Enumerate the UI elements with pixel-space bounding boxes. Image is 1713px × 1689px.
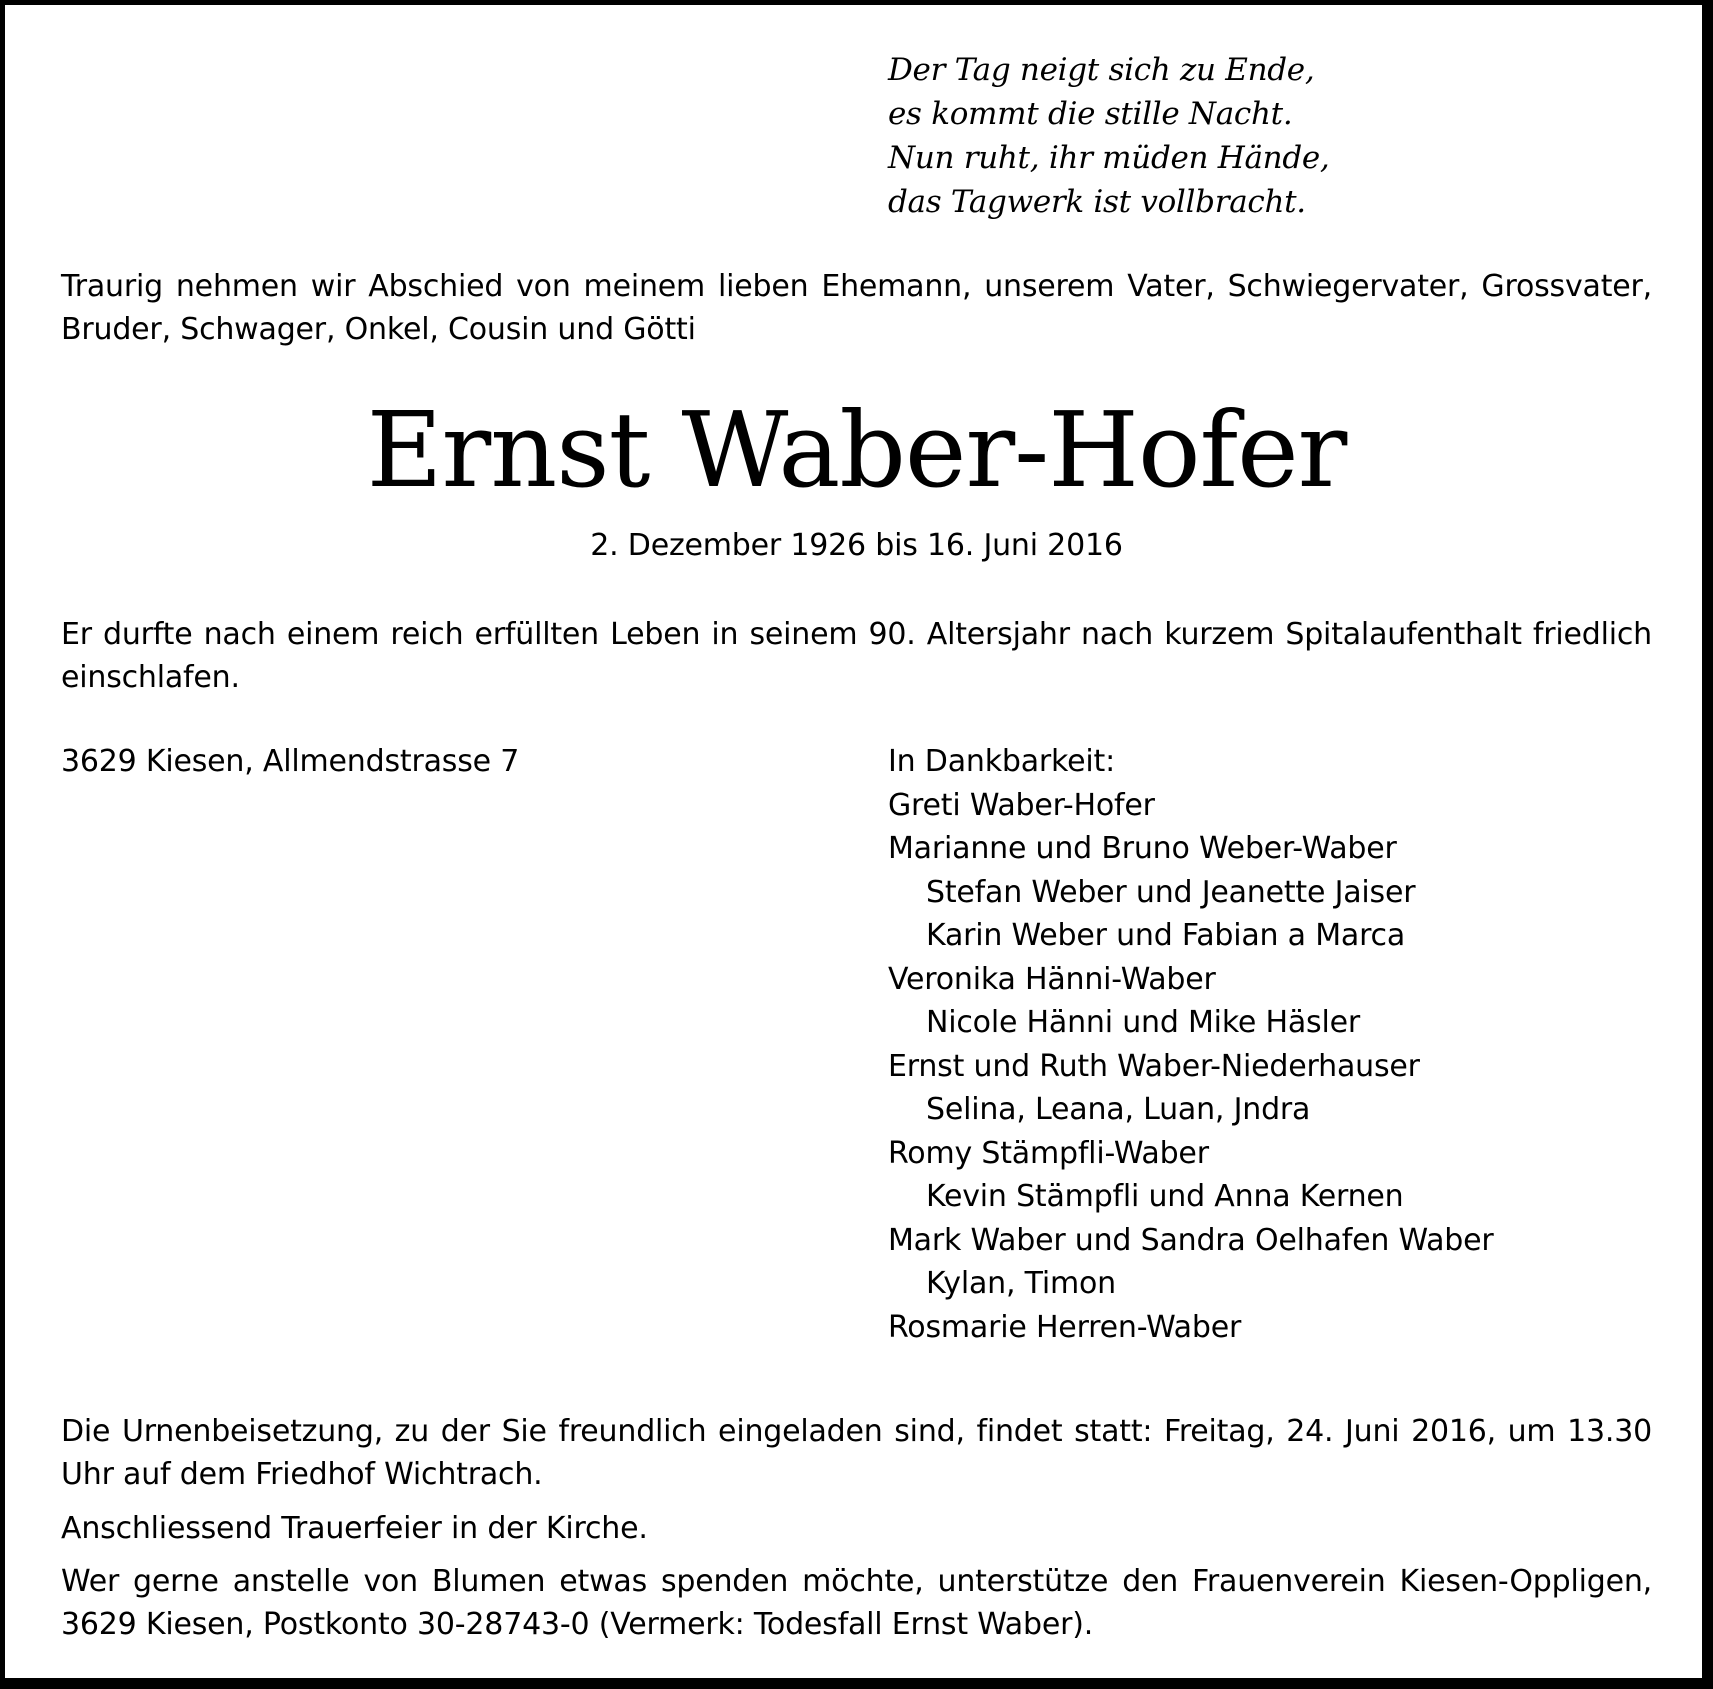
life-dates: 2. Dezember 1926 bis 16. Juni 2016 (590, 528, 1123, 563)
poem-line: das Tagwerk ist vollbracht. (888, 184, 1306, 220)
life-text: Er durfte nach einem reich erfüllten Leben in seinem 90. Altersjahr nach kurzem Spitalaufenthalt friedlich einschlafen. (61, 617, 1652, 695)
poem-line: Nun ruht, ihr müden Hände, (888, 140, 1330, 176)
mourner-line: Veronika Hänni-Waber (888, 961, 1216, 997)
mourner-line: Mark Waber und Sandra Oelhafen Waber (888, 1222, 1494, 1258)
poem-line: Der Tag neigt sich zu Ende, (888, 52, 1315, 88)
poem-line: es kommt die stille Nacht. (888, 96, 1293, 132)
mourner-line: Karin Weber und Fabian a Marca (926, 918, 1406, 953)
deceased-name: Ernst Waber-Hofer (366, 389, 1347, 511)
mourner-line: Rosmarie Herren-Waber (888, 1309, 1242, 1345)
poem (888, 48, 1329, 224)
mourner-line: Kevin Stämpfli und Anna Kernen (926, 1179, 1404, 1214)
ceremony-text: Anschliessend Trauerfeier in der Kirche. (61, 1511, 648, 1546)
intro-text: Traurig nehmen wir Abschied von meinem lieben Ehemann, unserem Vater, Schwiegervater, Grossvater, Bruder, Schwager, Onkel, Cousin und Götti (61, 269, 1652, 347)
mourner-line: Nicole Hänni und Mike Häsler (926, 1005, 1361, 1040)
mourner-line: Selina, Leana, Luan, Jndra (926, 1092, 1311, 1127)
mourner-line: Ernst und Ruth Waber-Niederhauser (888, 1048, 1420, 1084)
mourners-list (888, 740, 1494, 1349)
mourner-line: Romy Stämpfli-Waber (888, 1135, 1209, 1171)
burial-text: Die Urnenbeisetzung, zu der Sie freundlich eingeladen sind, findet statt: Freitag, 24. Juni 2016, um 13.30 Uhr auf dem Friedhof Wichtrach. (61, 1414, 1652, 1492)
address: 3629 Kiesen, Allmendstrasse 7 (61, 744, 520, 779)
mourner-line: Stefan Weber und Jeanette Jaiser (926, 874, 1416, 910)
donation-text: Wer gerne anstelle von Blumen etwas spenden möchte, unterstütze den Frauenverein Kiesen-Oppligen, 3629 Kiesen, Postkonto 30-28743-0 (Vermerk: Todesfall Ernst Waber). (61, 1564, 1652, 1642)
mourner-line: Marianne und Bruno Weber-Waber (888, 831, 1397, 866)
mourner-line: Kylan, Timon (926, 1266, 1116, 1301)
mourner-line: Greti Waber-Hofer (888, 787, 1155, 823)
mourners-heading: In Dankbarkeit: (888, 744, 1115, 779)
